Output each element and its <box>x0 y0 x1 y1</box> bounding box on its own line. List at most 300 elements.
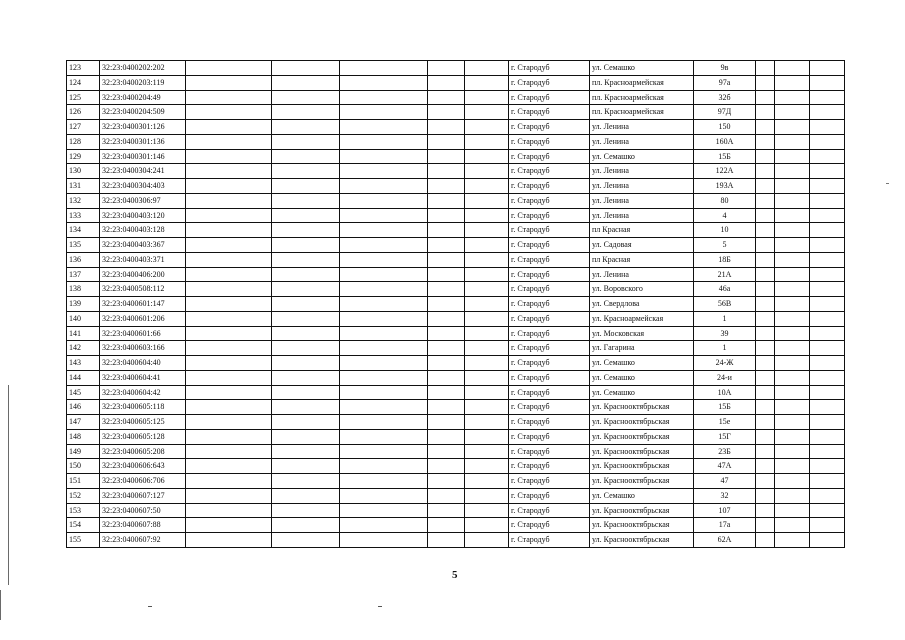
empty-cell <box>465 223 509 238</box>
empty-cell <box>465 120 509 135</box>
empty-cell <box>186 474 272 489</box>
empty-cell <box>340 282 428 297</box>
empty-cell <box>428 459 465 474</box>
table-row <box>67 282 845 297</box>
empty-cell <box>810 429 845 444</box>
street-cell: ул. Ленина <box>590 120 694 135</box>
city-cell: г. Стародуб <box>509 149 590 164</box>
empty-cell <box>340 179 428 194</box>
table-row <box>67 193 845 208</box>
street-cell: ул. Семашко <box>590 149 694 164</box>
empty-cell <box>428 252 465 267</box>
empty-cell <box>775 474 810 489</box>
empty-cell <box>756 90 775 105</box>
cadastral-number-cell: 32:23:0400403:120 <box>100 208 186 223</box>
empty-cell <box>428 415 465 430</box>
empty-cell <box>428 370 465 385</box>
empty-cell <box>756 149 775 164</box>
street-cell: пл. Красноармейская <box>590 105 694 120</box>
empty-cell <box>186 326 272 341</box>
empty-cell <box>428 533 465 548</box>
empty-cell <box>775 267 810 282</box>
house-number-cell: 24-и <box>694 370 756 385</box>
empty-cell <box>340 311 428 326</box>
street-cell: ул. Ленина <box>590 193 694 208</box>
street-cell: пл. Красноармейская <box>590 90 694 105</box>
city-cell: г. Стародуб <box>509 488 590 503</box>
empty-cell <box>272 311 340 326</box>
city-cell: г. Стародуб <box>509 400 590 415</box>
page-number: 5 <box>452 569 458 581</box>
empty-cell <box>186 429 272 444</box>
empty-cell <box>272 164 340 179</box>
empty-cell <box>465 149 509 164</box>
empty-cell <box>465 297 509 312</box>
empty-cell <box>810 90 845 105</box>
empty-cell <box>340 341 428 356</box>
city-cell: г. Стародуб <box>509 193 590 208</box>
empty-cell <box>186 400 272 415</box>
empty-cell <box>810 326 845 341</box>
street-cell: ул. Краснооктябрьская <box>590 444 694 459</box>
empty-cell <box>810 385 845 400</box>
city-cell: г. Стародуб <box>509 120 590 135</box>
street-cell: пл Красная <box>590 252 694 267</box>
empty-cell <box>340 223 428 238</box>
empty-cell <box>465 533 509 548</box>
house-number-cell: 80 <box>694 193 756 208</box>
row-number-cell: 131 <box>67 179 100 194</box>
city-cell: г. Стародуб <box>509 503 590 518</box>
empty-cell <box>465 193 509 208</box>
row-number-cell: 147 <box>67 415 100 430</box>
house-number-cell: 4 <box>694 208 756 223</box>
city-cell: г. Стародуб <box>509 356 590 371</box>
street-cell: ул. Краснооктябрьская <box>590 474 694 489</box>
empty-cell <box>465 75 509 90</box>
row-number-cell: 137 <box>67 267 100 282</box>
empty-cell <box>340 252 428 267</box>
city-cell: г. Стародуб <box>509 518 590 533</box>
house-number-cell: 21А <box>694 267 756 282</box>
city-cell: г. Стародуб <box>509 341 590 356</box>
empty-cell <box>775 149 810 164</box>
street-cell: ул. Краснооктябрьская <box>590 415 694 430</box>
row-number-cell: 129 <box>67 149 100 164</box>
house-number-cell: 9в <box>694 61 756 76</box>
city-cell: г. Стародуб <box>509 415 590 430</box>
empty-cell <box>428 385 465 400</box>
empty-cell <box>775 311 810 326</box>
empty-cell <box>186 297 272 312</box>
row-number-cell: 148 <box>67 429 100 444</box>
table-row <box>67 134 845 149</box>
empty-cell <box>186 252 272 267</box>
house-number-cell: 47 <box>694 474 756 489</box>
scan-artifact-mark <box>378 606 382 607</box>
empty-cell <box>428 282 465 297</box>
cadastral-number-cell: 32:23:0400603:166 <box>100 341 186 356</box>
empty-cell <box>428 400 465 415</box>
table-row <box>67 356 845 371</box>
street-cell: ул. Ленина <box>590 208 694 223</box>
empty-cell <box>810 488 845 503</box>
empty-cell <box>756 223 775 238</box>
empty-cell <box>186 164 272 179</box>
house-number-cell: 107 <box>694 503 756 518</box>
empty-cell <box>810 311 845 326</box>
empty-cell <box>186 134 272 149</box>
city-cell: г. Стародуб <box>509 444 590 459</box>
empty-cell <box>428 326 465 341</box>
empty-cell <box>756 179 775 194</box>
empty-cell <box>272 415 340 430</box>
city-cell: г. Стародуб <box>509 282 590 297</box>
scan-artifact-line <box>0 590 1 620</box>
empty-cell <box>465 415 509 430</box>
empty-cell <box>428 488 465 503</box>
street-cell: ул. Свердлова <box>590 297 694 312</box>
table-row <box>67 429 845 444</box>
empty-cell <box>272 503 340 518</box>
cadastral-number-cell: 32:23:0400204:49 <box>100 90 186 105</box>
table-row <box>67 311 845 326</box>
cadastral-number-cell: 32:23:0400605:128 <box>100 429 186 444</box>
street-cell: ул. Семашко <box>590 61 694 76</box>
empty-cell <box>272 193 340 208</box>
table-row <box>67 444 845 459</box>
empty-cell <box>756 488 775 503</box>
street-cell: ул. Семашко <box>590 385 694 400</box>
empty-cell <box>272 120 340 135</box>
table-row <box>67 90 845 105</box>
empty-cell <box>810 179 845 194</box>
house-number-cell: 160А <box>694 134 756 149</box>
street-cell: ул. Воровского <box>590 282 694 297</box>
empty-cell <box>340 474 428 489</box>
cadastral-number-cell: 32:23:0400403:128 <box>100 223 186 238</box>
empty-cell <box>465 518 509 533</box>
empty-cell <box>810 400 845 415</box>
empty-cell <box>775 252 810 267</box>
empty-cell <box>272 179 340 194</box>
empty-cell <box>465 503 509 518</box>
row-number-cell: 142 <box>67 341 100 356</box>
table-row <box>67 459 845 474</box>
empty-cell <box>775 297 810 312</box>
empty-cell <box>810 503 845 518</box>
empty-cell <box>340 149 428 164</box>
empty-cell <box>428 267 465 282</box>
street-cell: ул. Краснооктябрьская <box>590 503 694 518</box>
empty-cell <box>186 61 272 76</box>
empty-cell <box>810 459 845 474</box>
empty-cell <box>186 341 272 356</box>
cadastral-number-cell: 32:23:0400607:127 <box>100 488 186 503</box>
empty-cell <box>775 400 810 415</box>
city-cell: г. Стародуб <box>509 208 590 223</box>
row-number-cell: 141 <box>67 326 100 341</box>
city-cell: г. Стародуб <box>509 385 590 400</box>
empty-cell <box>756 370 775 385</box>
empty-cell <box>340 459 428 474</box>
scan-artifact-line <box>8 385 9 585</box>
city-cell: г. Стародуб <box>509 90 590 105</box>
street-cell: ул. Садовая <box>590 238 694 253</box>
empty-cell <box>465 474 509 489</box>
row-number-cell: 126 <box>67 105 100 120</box>
empty-cell <box>428 164 465 179</box>
table-row <box>67 341 845 356</box>
cadastral-number-cell: 32:23:0400202:202 <box>100 61 186 76</box>
city-cell: г. Стародуб <box>509 429 590 444</box>
table-row <box>67 326 845 341</box>
table-row <box>67 400 845 415</box>
empty-cell <box>272 134 340 149</box>
empty-cell <box>775 444 810 459</box>
row-number-cell: 146 <box>67 400 100 415</box>
row-number-cell: 124 <box>67 75 100 90</box>
cadastral-number-cell: 32:23:0400403:367 <box>100 238 186 253</box>
empty-cell <box>465 341 509 356</box>
row-number-cell: 133 <box>67 208 100 223</box>
empty-cell <box>775 385 810 400</box>
house-number-cell: 15Б <box>694 400 756 415</box>
empty-cell <box>756 282 775 297</box>
empty-cell <box>465 459 509 474</box>
empty-cell <box>756 503 775 518</box>
cadastral-number-cell: 32:23:0400304:241 <box>100 164 186 179</box>
empty-cell <box>340 120 428 135</box>
cadastral-number-cell: 32:23:0400304:403 <box>100 179 186 194</box>
empty-cell <box>340 90 428 105</box>
table-row <box>67 179 845 194</box>
empty-cell <box>186 282 272 297</box>
empty-cell <box>272 400 340 415</box>
empty-cell <box>465 252 509 267</box>
empty-cell <box>428 311 465 326</box>
house-number-cell: 32б <box>694 90 756 105</box>
empty-cell <box>756 311 775 326</box>
empty-cell <box>810 297 845 312</box>
empty-cell <box>775 208 810 223</box>
house-number-cell: 150 <box>694 120 756 135</box>
row-number-cell: 145 <box>67 385 100 400</box>
row-number-cell: 135 <box>67 238 100 253</box>
empty-cell <box>272 533 340 548</box>
empty-cell <box>465 311 509 326</box>
cadastral-number-cell: 32:23:0400601:206 <box>100 311 186 326</box>
empty-cell <box>775 105 810 120</box>
street-cell: ул. Ленина <box>590 164 694 179</box>
empty-cell <box>465 164 509 179</box>
row-number-cell: 143 <box>67 356 100 371</box>
empty-cell <box>428 238 465 253</box>
street-cell: ул. Краснооктябрьская <box>590 459 694 474</box>
cadastral-number-cell: 32:23:0400605:208 <box>100 444 186 459</box>
empty-cell <box>428 444 465 459</box>
empty-cell <box>775 326 810 341</box>
city-cell: г. Стародуб <box>509 223 590 238</box>
empty-cell <box>186 503 272 518</box>
city-cell: г. Стародуб <box>509 297 590 312</box>
empty-cell <box>272 208 340 223</box>
empty-cell <box>340 105 428 120</box>
empty-cell <box>756 533 775 548</box>
table-row <box>67 61 845 76</box>
empty-cell <box>340 429 428 444</box>
empty-cell <box>340 356 428 371</box>
empty-cell <box>756 238 775 253</box>
empty-cell <box>340 385 428 400</box>
empty-cell <box>465 134 509 149</box>
house-number-cell: 39 <box>694 326 756 341</box>
registry-body <box>67 61 845 548</box>
empty-cell <box>810 75 845 90</box>
empty-cell <box>775 356 810 371</box>
empty-cell <box>756 429 775 444</box>
table-row <box>67 370 845 385</box>
empty-cell <box>272 282 340 297</box>
empty-cell <box>810 134 845 149</box>
empty-cell <box>428 297 465 312</box>
empty-cell <box>428 474 465 489</box>
empty-cell <box>428 120 465 135</box>
cadastral-number-cell: 32:23:0400204:509 <box>100 105 186 120</box>
empty-cell <box>756 267 775 282</box>
empty-cell <box>186 370 272 385</box>
table-row <box>67 223 845 238</box>
empty-cell <box>340 208 428 223</box>
empty-cell <box>810 474 845 489</box>
empty-cell <box>756 459 775 474</box>
empty-cell <box>465 90 509 105</box>
empty-cell <box>272 356 340 371</box>
empty-cell <box>340 61 428 76</box>
house-number-cell: 62А <box>694 533 756 548</box>
scan-artifact-mark <box>886 183 889 184</box>
empty-cell <box>775 429 810 444</box>
empty-cell <box>272 429 340 444</box>
empty-cell <box>756 120 775 135</box>
empty-cell <box>775 533 810 548</box>
scan-artifact-mark <box>148 606 152 607</box>
house-number-cell: 10А <box>694 385 756 400</box>
empty-cell <box>810 61 845 76</box>
empty-cell <box>428 503 465 518</box>
empty-cell <box>340 193 428 208</box>
row-number-cell: 140 <box>67 311 100 326</box>
row-number-cell: 127 <box>67 120 100 135</box>
empty-cell <box>810 518 845 533</box>
empty-cell <box>272 474 340 489</box>
empty-cell <box>428 356 465 371</box>
empty-cell <box>756 75 775 90</box>
empty-cell <box>465 267 509 282</box>
empty-cell <box>340 164 428 179</box>
empty-cell <box>756 400 775 415</box>
row-number-cell: 155 <box>67 533 100 548</box>
street-cell: ул. Московская <box>590 326 694 341</box>
cadastral-number-cell: 32:23:0400508:112 <box>100 282 186 297</box>
empty-cell <box>428 134 465 149</box>
empty-cell <box>186 208 272 223</box>
empty-cell <box>272 297 340 312</box>
empty-cell <box>756 415 775 430</box>
empty-cell <box>810 282 845 297</box>
empty-cell <box>810 223 845 238</box>
table-row <box>67 474 845 489</box>
empty-cell <box>775 459 810 474</box>
empty-cell <box>272 370 340 385</box>
empty-cell <box>340 267 428 282</box>
empty-cell <box>810 415 845 430</box>
empty-cell <box>810 193 845 208</box>
empty-cell <box>340 297 428 312</box>
empty-cell <box>340 444 428 459</box>
empty-cell <box>428 429 465 444</box>
empty-cell <box>810 149 845 164</box>
empty-cell <box>428 90 465 105</box>
table-row <box>67 385 845 400</box>
cadastral-number-cell: 32:23:0400606:706 <box>100 474 186 489</box>
cadastral-number-cell: 32:23:0400601:66 <box>100 326 186 341</box>
empty-cell <box>428 518 465 533</box>
table-row <box>67 533 845 548</box>
empty-cell <box>340 134 428 149</box>
row-number-cell: 128 <box>67 134 100 149</box>
empty-cell <box>186 459 272 474</box>
empty-cell <box>186 311 272 326</box>
table-row <box>67 75 845 90</box>
empty-cell <box>272 105 340 120</box>
city-cell: г. Стародуб <box>509 267 590 282</box>
empty-cell <box>340 503 428 518</box>
house-number-cell: 193А <box>694 179 756 194</box>
street-cell: пл Красная <box>590 223 694 238</box>
empty-cell <box>340 326 428 341</box>
table-row <box>67 503 845 518</box>
house-number-cell: 97Д <box>694 105 756 120</box>
cadastral-number-cell: 32:23:0400301:146 <box>100 149 186 164</box>
empty-cell <box>810 370 845 385</box>
empty-cell <box>465 238 509 253</box>
empty-cell <box>465 356 509 371</box>
empty-cell <box>186 149 272 164</box>
table-row <box>67 297 845 312</box>
empty-cell <box>775 90 810 105</box>
cadastral-number-cell: 32:23:0400203:119 <box>100 75 186 90</box>
table-row <box>67 238 845 253</box>
empty-cell <box>340 415 428 430</box>
empty-cell <box>465 370 509 385</box>
empty-cell <box>465 208 509 223</box>
row-number-cell: 154 <box>67 518 100 533</box>
empty-cell <box>186 444 272 459</box>
empty-cell <box>775 223 810 238</box>
empty-cell <box>272 238 340 253</box>
empty-cell <box>272 149 340 164</box>
empty-cell <box>756 61 775 76</box>
empty-cell <box>186 90 272 105</box>
cadastral-number-cell: 32:23:0400601:147 <box>100 297 186 312</box>
row-number-cell: 144 <box>67 370 100 385</box>
empty-cell <box>756 193 775 208</box>
row-number-cell: 130 <box>67 164 100 179</box>
empty-cell <box>810 164 845 179</box>
cadastral-number-cell: 32:23:0400607:50 <box>100 503 186 518</box>
house-number-cell: 47А <box>694 459 756 474</box>
